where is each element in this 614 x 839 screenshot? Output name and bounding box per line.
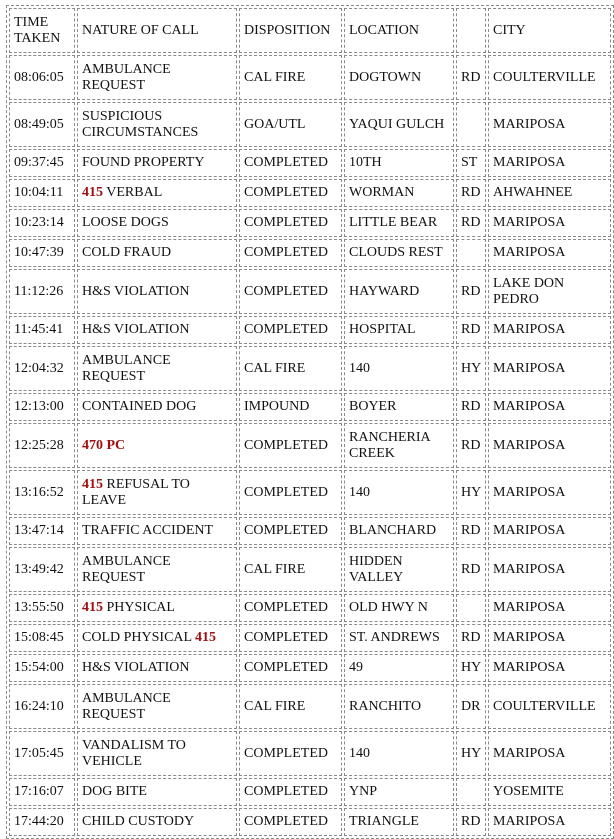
cell-city: MARIPOSA <box>488 102 611 147</box>
cell-location: BOYER <box>344 393 454 421</box>
cell-time: 12:13:00 <box>9 393 75 421</box>
nature-text: AMBULANCE REQUEST <box>82 352 171 384</box>
cell-disposition: COMPLETED <box>239 470 342 515</box>
cell-city: MARIPOSA <box>488 547 611 592</box>
cell-location: TRIANGLE <box>344 808 454 836</box>
cell-street-suffix <box>456 778 486 806</box>
cell-street-suffix: RD <box>456 547 486 592</box>
cell-time: 13:49:42 <box>9 547 75 592</box>
cell-time: 10:04:11 <box>9 179 75 207</box>
cell-street-suffix: HY <box>456 470 486 515</box>
cell-city: AHWAHNEE <box>488 179 611 207</box>
cell-location: BLANCHARD <box>344 517 454 545</box>
cell-location: 10TH <box>344 149 454 177</box>
cell-nature <box>77 179 237 207</box>
cell-location: OLD HWY N <box>344 594 454 622</box>
cell-city: YOSEMITE <box>488 778 611 806</box>
table-row <box>9 316 611 344</box>
cell-time: 11:45:41 <box>9 316 75 344</box>
table-row <box>9 269 611 314</box>
cell-disposition: CAL FIRE <box>239 684 342 729</box>
cell-location: 140 <box>344 731 454 776</box>
cell-time: 16:24:10 <box>9 684 75 729</box>
cell-time: 13:47:14 <box>9 517 75 545</box>
cell-city: MARIPOSA <box>488 808 611 836</box>
cell-street-suffix: HY <box>456 731 486 776</box>
nature-text: DOG BITE <box>82 784 147 799</box>
cell-location: HIDDEN VALLEY <box>344 547 454 592</box>
cell-street-suffix: RD <box>456 316 486 344</box>
cell-nature <box>77 102 237 147</box>
cell-nature <box>77 654 237 682</box>
cell-disposition: COMPLETED <box>239 594 342 622</box>
header-street-suffix <box>456 8 486 53</box>
call-log-table <box>6 5 614 839</box>
cell-street-suffix: RD <box>456 808 486 836</box>
table-body <box>9 55 611 836</box>
cell-nature <box>77 731 237 776</box>
cell-street-suffix <box>456 594 486 622</box>
table-row <box>9 624 611 652</box>
cell-disposition: COMPLETED <box>239 316 342 344</box>
table-row <box>9 470 611 515</box>
cell-street-suffix: RD <box>456 209 486 237</box>
cell-city: COULTERVILLE <box>488 55 611 100</box>
cell-disposition: COMPLETED <box>239 808 342 836</box>
nature-text: CHILD CUSTODY <box>82 814 195 829</box>
header-city: CITY <box>488 8 611 53</box>
penal-code: 470 PC <box>82 437 126 453</box>
nature-text: SUSPICIOUS CIRCUMSTANCES <box>82 108 199 140</box>
nature-text: PHYSICAL <box>106 600 175 615</box>
table-row <box>9 731 611 776</box>
cell-time: 09:37:45 <box>9 149 75 177</box>
cell-city: MARIPOSA <box>488 594 611 622</box>
cell-city: MARIPOSA <box>488 393 611 421</box>
nature-text: LOOSE DOGS <box>82 215 169 230</box>
cell-disposition: COMPLETED <box>239 624 342 652</box>
table-row <box>9 55 611 100</box>
cell-disposition: COMPLETED <box>239 239 342 267</box>
cell-location: WORMAN <box>344 179 454 207</box>
cell-street-suffix: RD <box>456 624 486 652</box>
cell-disposition: COMPLETED <box>239 179 342 207</box>
table-row <box>9 423 611 468</box>
cell-city: MARIPOSA <box>488 239 611 267</box>
cell-nature <box>77 209 237 237</box>
cell-street-suffix: RD <box>456 269 486 314</box>
cell-street-suffix: DR <box>456 684 486 729</box>
cell-time: 17:05:45 <box>9 731 75 776</box>
header-disposition: DISPOSITION <box>239 8 342 53</box>
cell-disposition: CAL FIRE <box>239 346 342 391</box>
cell-city: COULTERVILLE <box>488 684 611 729</box>
cell-disposition: COMPLETED <box>239 778 342 806</box>
nature-text: CONTAINED DOG <box>82 399 197 414</box>
cell-disposition: COMPLETED <box>239 423 342 468</box>
header-time-taken: TIME TAKEN <box>9 8 75 53</box>
cell-nature <box>77 393 237 421</box>
cell-time: 17:44:20 <box>9 808 75 836</box>
penal-code: 415 <box>82 600 103 615</box>
cell-street-suffix: RD <box>456 517 486 545</box>
cell-street-suffix: RD <box>456 393 486 421</box>
cell-nature <box>77 149 237 177</box>
cell-time: 10:47:39 <box>9 239 75 267</box>
cell-time: 13:16:52 <box>9 470 75 515</box>
cell-location: 140 <box>344 346 454 391</box>
table-row <box>9 149 611 177</box>
cell-street-suffix: RD <box>456 423 486 468</box>
cell-city: MARIPOSA <box>488 209 611 237</box>
nature-text: COLD FRAUD <box>82 245 172 260</box>
cell-street-suffix: RD <box>456 55 486 100</box>
cell-time: 10:23:14 <box>9 209 75 237</box>
cell-location: LITTLE BEAR <box>344 209 454 237</box>
cell-disposition: COMPLETED <box>239 209 342 237</box>
cell-location: RANCHITO <box>344 684 454 729</box>
nature-text: COLD PHYSICAL <box>82 630 192 645</box>
table-row <box>9 654 611 682</box>
cell-disposition: COMPLETED <box>239 731 342 776</box>
cell-nature <box>77 316 237 344</box>
table-row <box>9 778 611 806</box>
penal-code: 415 <box>82 476 103 492</box>
cell-city: LAKE DON PEDRO <box>488 269 611 314</box>
cell-nature <box>77 547 237 592</box>
cell-street-suffix: HY <box>456 654 486 682</box>
cell-street-suffix: HY <box>456 346 486 391</box>
cell-city: MARIPOSA <box>488 624 611 652</box>
cell-city: MARIPOSA <box>488 423 611 468</box>
cell-location: RANCHERIA CREEK <box>344 423 454 468</box>
table-row <box>9 547 611 592</box>
cell-location: YAQUI GULCH <box>344 102 454 147</box>
cell-time: 12:25:28 <box>9 423 75 468</box>
cell-location: YNP <box>344 778 454 806</box>
cell-nature <box>77 594 237 622</box>
cell-nature <box>77 808 237 836</box>
cell-city: MARIPOSA <box>488 731 611 776</box>
cell-nature <box>77 624 237 652</box>
cell-nature <box>77 423 237 468</box>
nature-text: AMBULANCE REQUEST <box>82 61 171 93</box>
table-row <box>9 346 611 391</box>
table-row <box>9 808 611 836</box>
nature-text: H&S VIOLATION <box>82 660 190 675</box>
cell-location: 140 <box>344 470 454 515</box>
table-row <box>9 684 611 729</box>
cell-disposition: IMPOUND <box>239 393 342 421</box>
cell-location: DOGTOWN <box>344 55 454 100</box>
cell-time: 15:08:45 <box>9 624 75 652</box>
cell-disposition: COMPLETED <box>239 654 342 682</box>
nature-text: H&S VIOLATION <box>82 322 190 337</box>
cell-street-suffix <box>456 102 486 147</box>
cell-city: MARIPOSA <box>488 517 611 545</box>
cell-disposition: CAL FIRE <box>239 55 342 100</box>
cell-city: MARIPOSA <box>488 316 611 344</box>
table-row <box>9 517 611 545</box>
cell-time: 11:12:26 <box>9 269 75 314</box>
table-row <box>9 179 611 207</box>
cell-time: 17:16:07 <box>9 778 75 806</box>
nature-text: TRAFFIC ACCIDENT <box>82 523 214 538</box>
cell-location: CLOUDS REST <box>344 239 454 267</box>
cell-location: 49 <box>344 654 454 682</box>
nature-text: REFUSAL TO LEAVE <box>82 476 190 508</box>
nature-text: AMBULANCE REQUEST <box>82 690 171 722</box>
penal-code: 415 <box>82 185 103 200</box>
cell-nature <box>77 239 237 267</box>
header-location: LOCATION <box>344 8 454 53</box>
cell-street-suffix: RD <box>456 179 486 207</box>
cell-nature <box>77 470 237 515</box>
cell-disposition: COMPLETED <box>239 269 342 314</box>
cell-location: HOSPITAL <box>344 316 454 344</box>
cell-nature <box>77 55 237 100</box>
cell-city: MARIPOSA <box>488 654 611 682</box>
cell-time: 08:49:05 <box>9 102 75 147</box>
nature-text: FOUND PROPERTY <box>82 155 205 170</box>
cell-disposition: COMPLETED <box>239 517 342 545</box>
cell-nature <box>77 778 237 806</box>
table-row <box>9 102 611 147</box>
table-row <box>9 239 611 267</box>
nature-text: VERBAL <box>106 185 163 200</box>
nature-text: H&S VIOLATION <box>82 283 190 299</box>
penal-code: 415 <box>195 630 217 645</box>
cell-time: 12:04:32 <box>9 346 75 391</box>
cell-nature <box>77 346 237 391</box>
cell-city: MARIPOSA <box>488 470 611 515</box>
cell-street-suffix: ST <box>456 149 486 177</box>
nature-text: VANDALISM TO VEHICLE <box>82 737 186 769</box>
cell-city: MARIPOSA <box>488 346 611 391</box>
cell-location: ST. ANDREWS <box>344 624 454 652</box>
cell-disposition: GOA/UTL <box>239 102 342 147</box>
cell-city: MARIPOSA <box>488 149 611 177</box>
cell-time: 08:06:05 <box>9 55 75 100</box>
cell-street-suffix <box>456 239 486 267</box>
table-row <box>9 393 611 421</box>
cell-time: 15:54:00 <box>9 654 75 682</box>
cell-disposition: COMPLETED <box>239 149 342 177</box>
cell-nature <box>77 517 237 545</box>
table-row <box>9 594 611 622</box>
table-header-row <box>9 8 611 53</box>
nature-text: AMBULANCE REQUEST <box>82 553 171 585</box>
cell-nature <box>77 684 237 729</box>
header-nature-of-call: NATURE OF CALL <box>77 8 237 53</box>
cell-time: 13:55:50 <box>9 594 75 622</box>
cell-nature <box>77 269 237 314</box>
cell-disposition: CAL FIRE <box>239 547 342 592</box>
cell-location: HAYWARD <box>344 269 454 314</box>
table-row <box>9 209 611 237</box>
